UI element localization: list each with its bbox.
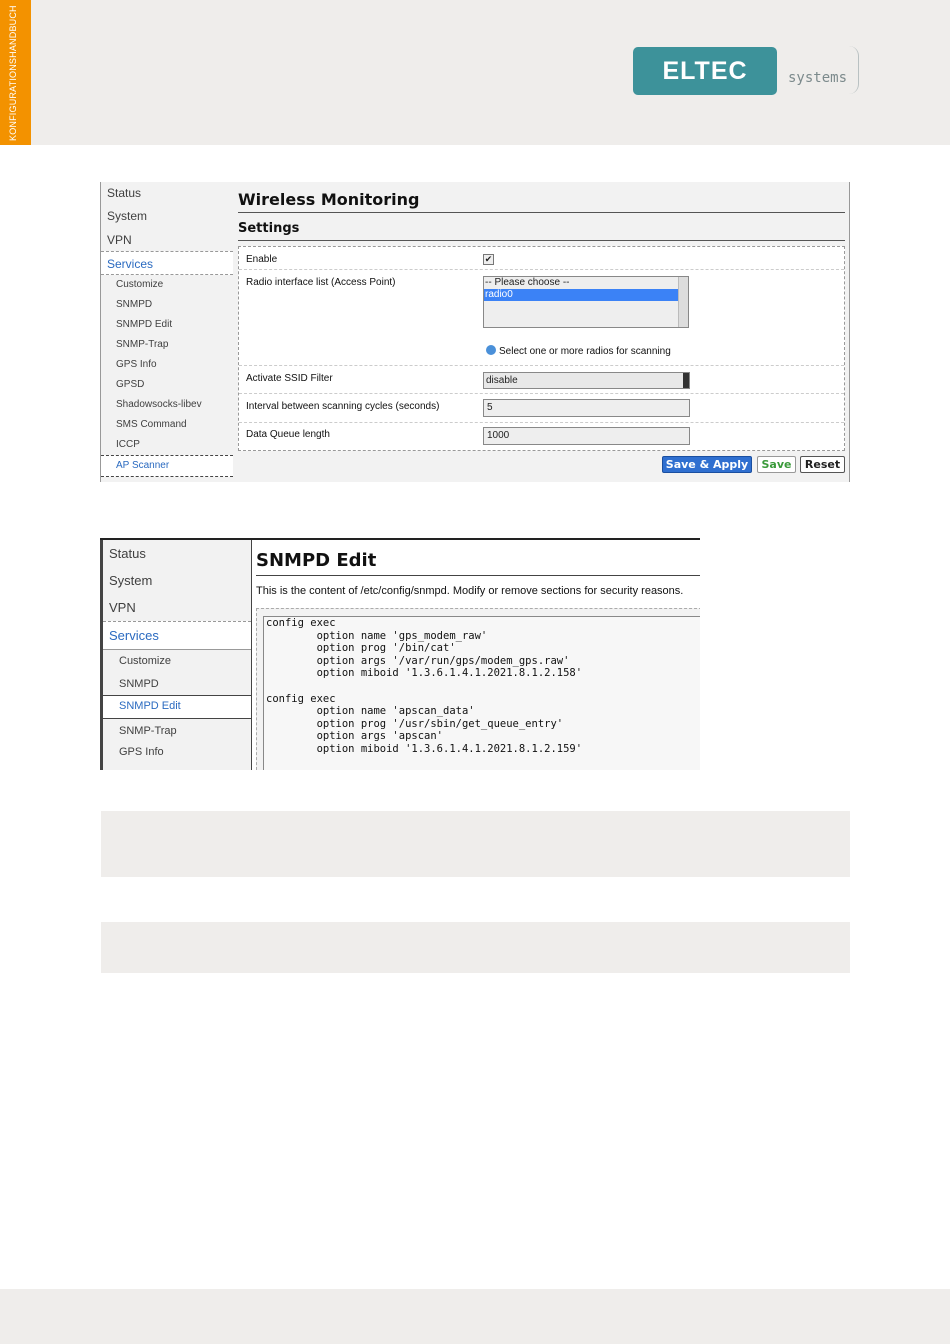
nav2-sub-snmpd-edit-label: SNMPD Edit: [119, 700, 181, 712]
sidebar-nav-2: [100, 540, 252, 770]
nav2-sub-snmp-trap[interactable]: SNMP-Trap: [119, 725, 177, 737]
logo-arc: [846, 46, 859, 94]
nav-item-status[interactable]: Status: [107, 186, 142, 200]
nav2-sub-gps-info[interactable]: GPS Info: [119, 746, 164, 758]
title-divider: [238, 212, 845, 213]
title-divider-2: [256, 575, 700, 576]
nav-sub-ap-scanner[interactable]: [101, 455, 233, 477]
nav-sub-customize[interactable]: Customize: [116, 279, 164, 290]
nav2-sub-customize[interactable]: Customize: [119, 655, 171, 667]
radio-label: Radio interface list (Access Point): [246, 277, 396, 288]
side-tab: [0, 0, 31, 145]
nav-sub-shadowsocks[interactable]: Shadowsocks-libev: [116, 399, 202, 410]
nav-sub-snmpd-edit[interactable]: SNMPD Edit: [116, 319, 173, 330]
main-content-2: [252, 540, 700, 770]
radio-hint: [486, 345, 671, 357]
nav-sub-iccp[interactable]: ICCP: [116, 439, 140, 450]
nav-sub-sms-command[interactable]: SMS Command: [116, 419, 187, 430]
form-row-interval: [239, 394, 844, 423]
wireless-monitoring-screenshot: [100, 182, 850, 482]
nav-item-system[interactable]: System: [107, 209, 148, 223]
info-icon: [486, 345, 496, 355]
enable-checkbox[interactable]: ✔: [484, 254, 493, 264]
queue-label: Data Queue length: [246, 429, 330, 440]
queue-length-input[interactable]: 1000: [483, 427, 690, 445]
nav-sub-snmpd[interactable]: SNMPD: [116, 299, 153, 310]
radio-listbox[interactable]: [483, 276, 689, 328]
nav2-item-system[interactable]: System: [109, 573, 153, 588]
radio-hint-text: Select one or more radios for scanning: [499, 346, 671, 357]
nav2-sub-snmpd[interactable]: SNMPD: [119, 678, 159, 690]
page-header: [0, 0, 950, 145]
nav-item-vpn[interactable]: VPN: [107, 233, 132, 247]
nav-sub-gpsd[interactable]: GPSD: [116, 379, 145, 390]
radio-option-radio0[interactable]: radio0: [484, 289, 678, 301]
section-title: Settings: [238, 221, 300, 236]
save-apply-button[interactable]: Save & Apply: [662, 456, 752, 473]
listbox-scrollbar[interactable]: [678, 277, 688, 327]
form-row-queue: [239, 423, 844, 449]
page-title: Wireless Monitoring: [238, 190, 420, 209]
dropdown-arrow-icon: [683, 373, 689, 388]
side-tab-label: KONFIGURATIONSHANDBUCH: [8, 5, 18, 141]
nav2-item-vpn[interactable]: VPN: [109, 600, 136, 615]
ssid-filter-select[interactable]: [483, 372, 690, 389]
interval-input[interactable]: 5: [483, 399, 690, 417]
nav2-item-services[interactable]: [103, 621, 251, 650]
eltec-logo: ELTEC: [633, 47, 777, 95]
ssid-filter-value: disable: [486, 375, 518, 386]
main-content: [233, 182, 849, 482]
config-editor-frame: [256, 608, 700, 770]
section-divider: [238, 240, 845, 241]
interval-label: Interval between scanning cycles (seconds): [246, 401, 440, 412]
reset-button[interactable]: Reset: [800, 456, 845, 473]
form-row-ssid: [239, 366, 844, 394]
nav-sub-ap-scanner-label: AP Scanner: [116, 460, 170, 471]
sidebar-nav: [100, 182, 234, 482]
ssid-label: Activate SSID Filter: [246, 373, 333, 384]
nav-item-services[interactable]: [101, 251, 233, 275]
page-title-2: SNMPD Edit: [256, 550, 377, 571]
save-button[interactable]: Save: [757, 456, 796, 473]
nav-item-services-label: Services: [107, 257, 154, 271]
nav2-item-services-label: Services: [109, 628, 159, 643]
form-row-radio: [239, 270, 844, 366]
form-row-enable: [239, 247, 844, 270]
page-description: This is the content of /etc/config/snmpd. Modify or remove sections for security reasons.: [256, 585, 684, 597]
logo-subtitle: systems: [788, 70, 848, 86]
enable-label: Enable: [246, 254, 278, 265]
config-text: config exec option name 'gps_modem_raw' option prog '/bin/cat' option args '/var/run/gps/modem_gps.raw' option miboid '1.3.6.1.4.1.2021.8.1.2.158' config exec option name 'apscan_data' option prog '/usr/sbin/get_queue_entry' option args 'apscan' option miboid '1.3.6.1.4.1.2021.8.1.2.159': [266, 617, 583, 755]
nav2-item-status[interactable]: Status: [109, 546, 146, 561]
nav-sub-gps-info[interactable]: GPS Info: [116, 359, 157, 370]
nav2-sub-snmpd-edit[interactable]: [103, 695, 251, 719]
nav-sub-snmp-trap[interactable]: SNMP-Trap: [116, 339, 169, 350]
settings-form: [238, 246, 845, 451]
config-editor[interactable]: [263, 616, 700, 770]
snmpd-edit-screenshot: [100, 538, 700, 770]
gray-block-1: [101, 811, 850, 877]
page-footer: [0, 1289, 950, 1344]
gray-block-2: [101, 922, 850, 973]
radio-option-placeholder[interactable]: -- Please choose --: [485, 277, 570, 288]
